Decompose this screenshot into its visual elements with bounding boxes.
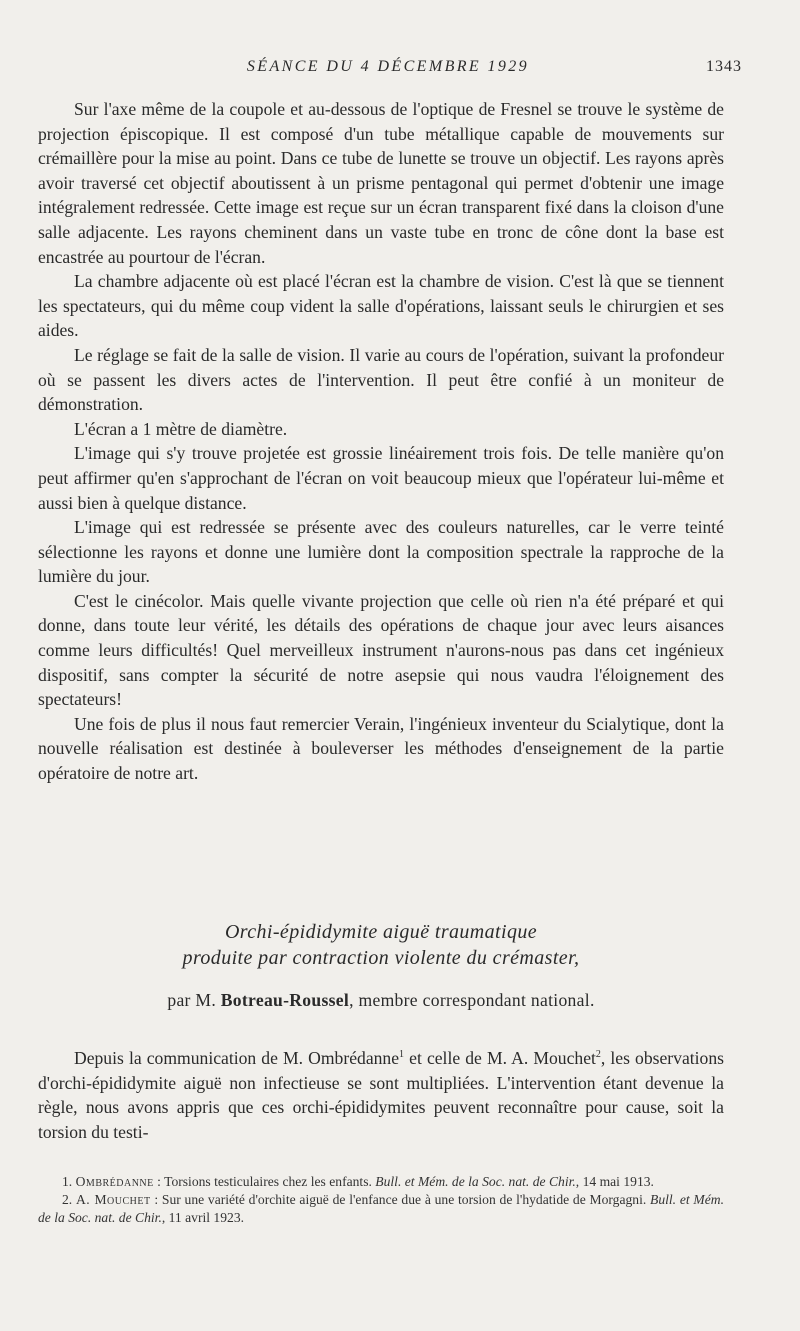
article-text: et celle de M. A. Mouchet [404, 1048, 596, 1068]
author-name: Botreau-Roussel [220, 990, 350, 1010]
paragraph: La chambre adjacente où est placé l'écran est la chambre de vision. C'est là que se tiennent les spectateurs, qui du même coup vident la salle d'opérations, laissant seuls le chirurgien et ses aides. [38, 271, 724, 341]
article-title-line: Orchi-épididymite aiguë traumatique [224, 921, 538, 943]
footnote-ref: 2 [595, 1049, 601, 1061]
byline-prefix: par M. [167, 990, 217, 1010]
byline-suffix: , membre correspondant national. [349, 990, 595, 1010]
byline [38, 990, 724, 1011]
article-paragraph [38, 1046, 724, 1144]
footnote-author: A. Mouchet [75, 1192, 151, 1207]
article-text: , les observations d'orchi-épididymite aiguë non infectieuse se sont multipliées. L'intervention étant devenue la règle, nous avons appris que ces orchi-épididymites peuvent reconnaître pour cause, soit la torsion du testi- [38, 1048, 724, 1142]
footnote-number: 1. [62, 1174, 73, 1189]
footnote-source: Bull. et Mém. de la Soc. nat. de Chir. [38, 1192, 724, 1225]
page-header [38, 58, 742, 84]
footnotes [38, 1173, 724, 1227]
article-title [38, 919, 724, 971]
paragraph: L'image qui s'y trouve projetée est grossie linéairement trois fois. De telle manière qu'on peut affirmer qu'en s'approchant de l'écran on voit beaucoup mieux que l'opérateur lui-même et aussi bien à quelque distance. [38, 443, 724, 513]
main-text [38, 97, 724, 786]
paragraph: L'écran a 1 mètre de diamètre. [74, 418, 288, 439]
footnote [38, 1173, 724, 1191]
paragraph: C'est le cinécolor. Mais quelle vivante projection que celle où rien n'a été préparé et qui donne, dans toute leur vérité, les détails des opérations de chaque jour avec leurs aisances comme leurs difficultés! Quel merveilleux instrument n'aurons-nous pas dans cet ingénieux dispositif, sans compter la sécurité de notre asepsie qui nous vaudra l'éloignement des spectateurs! [38, 590, 724, 710]
footnote-number: 2. [62, 1192, 73, 1207]
paragraph: L'image qui est redressée se présente avec des couleurs naturelles, car le verre teinté sélectionne les rayons et donne une lumière dont la composition spectrale la rapproche de la lumière du jour. [38, 517, 724, 587]
article-text: Depuis la communication de M. Ombrédanne [74, 1048, 400, 1068]
footnote-ref: 1 [399, 1049, 405, 1061]
page-number: 1343 [706, 58, 742, 75]
footnote-text: : Sur une variété d'orchite aiguë de l'enfance due à une torsion de l'hydatide de Morgagni. [150, 1192, 651, 1207]
paragraph: Le réglage se fait de la salle de vision. Il varie au cours de l'opération, suivant la profondeur où se passent les divers actes de l'intervention. Il peut être confié à un moniteur de démonstration. [38, 344, 724, 415]
footnote-source: Bull. et Mém. de la Soc. nat. de Chir. [375, 1174, 576, 1189]
footnote-author: Ombrédanne [75, 1174, 154, 1189]
article-title-line: produite par contraction violente du crémaster, [182, 947, 580, 969]
footnote-date: , 11 avril 1923. [161, 1210, 245, 1225]
paragraph: Sur l'axe même de la coupole et au-dessous de l'optique de Fresnel se trouve le système de projection épiscopique. Il est composé d'un tube métallique capable de mouvements sur crémaillère pour la mise au point. Dans ce tube de lunette se trouve un objectif. Les rayons après avoir traversé cet objectif aboutissent à un prisme pentagonal qui permet d'obtenir une image intégralement redressée. Cette image est reçue sur un écran transparent fixé dans la cloison d'une salle adjacente. Les rayons cheminent dans un vaste tube en tronc de cône dont la base est encastrée au pourtour de l'écran. [38, 99, 724, 267]
footnote [38, 1191, 724, 1227]
footnote-text: : Torsions testiculaires chez les enfants. [153, 1174, 376, 1189]
running-title: SÉANCE DU 4 DÉCEMBRE 1929 [246, 58, 530, 75]
footnote-date: , 14 mai 1913. [575, 1174, 654, 1189]
paragraph: Une fois de plus il nous faut remercier Verain, l'ingénieux inventeur du Scialytique, dont la nouvelle réalisation est destinée à bouleverser les méthodes d'enseignement de la partie opératoire de notre art. [38, 713, 724, 784]
article-body [38, 1046, 724, 1144]
